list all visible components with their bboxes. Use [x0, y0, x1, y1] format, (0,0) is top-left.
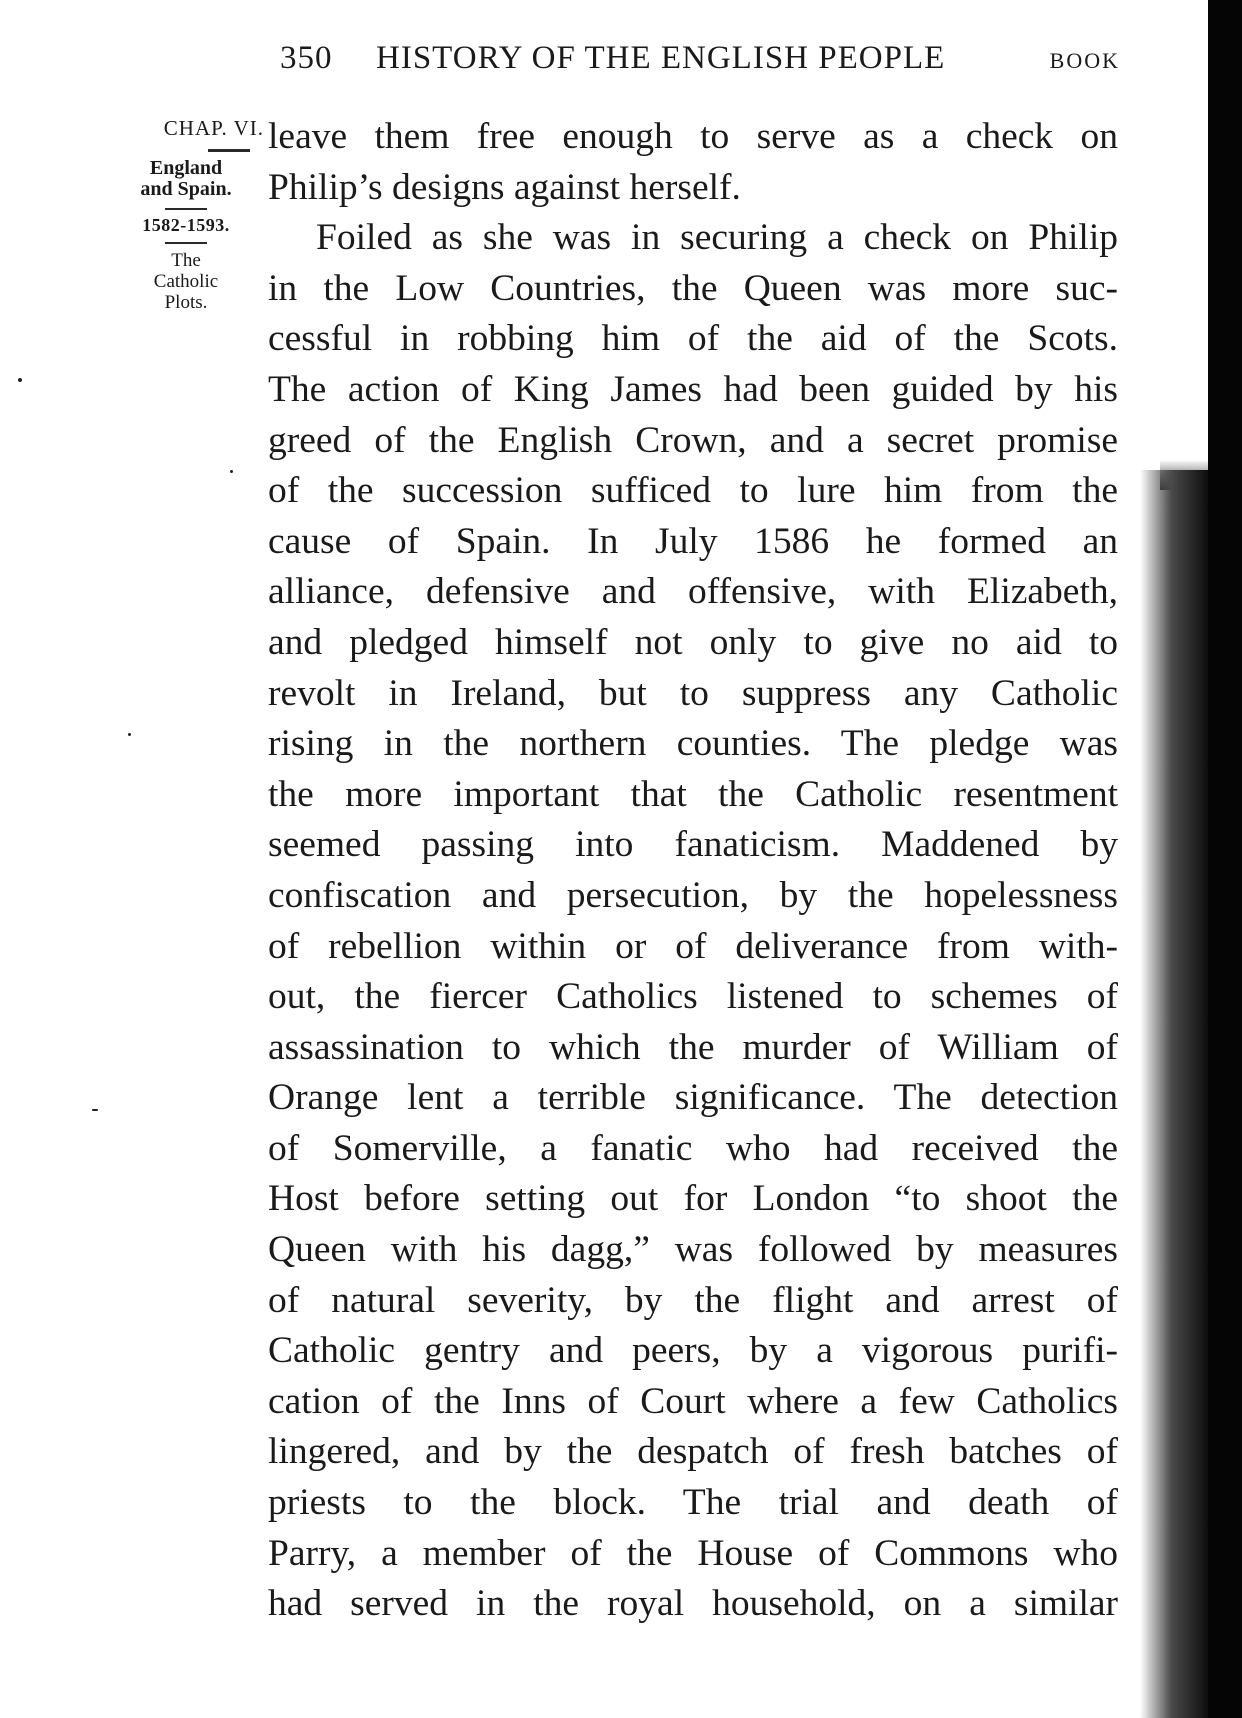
text-line: Foiled as she was in securing a check on Philip — [316, 217, 1118, 259]
page-number: 350 — [280, 40, 333, 76]
text-line: cessful in robbing him of the aid of the Scots. — [268, 318, 1118, 360]
speck — [18, 378, 22, 382]
divider — [208, 149, 250, 152]
text-line: Catholic gentry and peers, by a vigorous purifi- — [268, 1330, 1118, 1372]
text-line: Orange lent a terrible significance. The detection — [268, 1077, 1118, 1119]
text-line: cation of the Inns of Court where a few Catholics — [268, 1380, 1118, 1422]
subtopic-line-1: The — [171, 250, 201, 271]
text-line: Queen with his dagg,” was followed by measures — [268, 1229, 1118, 1271]
text-line: Philip’s designs against herself. — [268, 166, 741, 208]
text-line: of Somerville, a fanatic who had received the — [268, 1127, 1118, 1169]
text-line: Host before setting out for London “to shoot the — [268, 1178, 1118, 1220]
body-text — [268, 112, 1118, 1630]
scan-edge-shadow — [1140, 470, 1210, 1718]
text-line: of the succession sufficed to lure him from the — [268, 470, 1118, 512]
speck — [230, 470, 233, 473]
topic-line-2: and Spain. — [140, 178, 232, 200]
text-line: of natural severity, by the flight and arrest of — [268, 1279, 1118, 1321]
text-line: greed of the English Crown, and a secret promise — [268, 419, 1118, 461]
topic-line-1: England — [149, 157, 223, 179]
speck — [128, 733, 131, 736]
book-label: BOOK — [1049, 48, 1120, 73]
text-line: had served in the royal household, on a similar — [268, 1583, 1118, 1625]
text-line: cause of Spain. In July 1586 he formed an — [268, 520, 1118, 562]
divider — [165, 242, 207, 244]
text-line: Parry, a member of the House of Commons who — [268, 1532, 1118, 1574]
text-line: The action of King James had been guided by his — [268, 368, 1118, 410]
text-line: out, the fiercer Catholics listened to schemes of — [268, 976, 1118, 1018]
running-head — [280, 36, 1120, 80]
subtopic-line-3: Plots. — [164, 292, 208, 313]
text-line: revolt in Ireland, but to suppress any Catholic — [268, 672, 1118, 714]
text-line: confiscation and persecution, by the hopelessness — [268, 874, 1118, 916]
text-line: of rebellion within or of deliverance from with- — [268, 925, 1118, 967]
text-line: alliance, defensive and offensive, with Elizabeth, — [268, 571, 1118, 613]
text-line: in the Low Countries, the Queen was more suc- — [268, 267, 1118, 309]
text-line: rising in the northern counties. The pledge was — [268, 723, 1118, 765]
chapter-label: CHAP. VI. — [163, 116, 264, 140]
text-line: seemed passing into fanaticism. Maddened by — [268, 824, 1118, 866]
text-line: lingered, and by the despatch of fresh batches of — [268, 1431, 1118, 1473]
subtopic-line-2: Catholic — [153, 271, 219, 292]
text-line: assassination to which the murder of William of — [268, 1026, 1118, 1068]
text-line: and pledged himself not only to give no aid to — [268, 621, 1118, 663]
margin-notes — [108, 118, 264, 313]
scan-edge-bar — [1208, 0, 1242, 1718]
text-line: the more important that the Catholic resentment — [268, 773, 1118, 815]
text-line: leave them free enough to serve as a check on — [268, 116, 1118, 157]
divider — [165, 208, 207, 210]
book-title: HISTORY OF THE ENGLISH PEOPLE — [376, 40, 946, 76]
speck — [92, 1109, 98, 1111]
text-line: priests to the block. The trial and death of — [268, 1482, 1118, 1524]
date-range: 1582-1593. — [142, 215, 230, 235]
